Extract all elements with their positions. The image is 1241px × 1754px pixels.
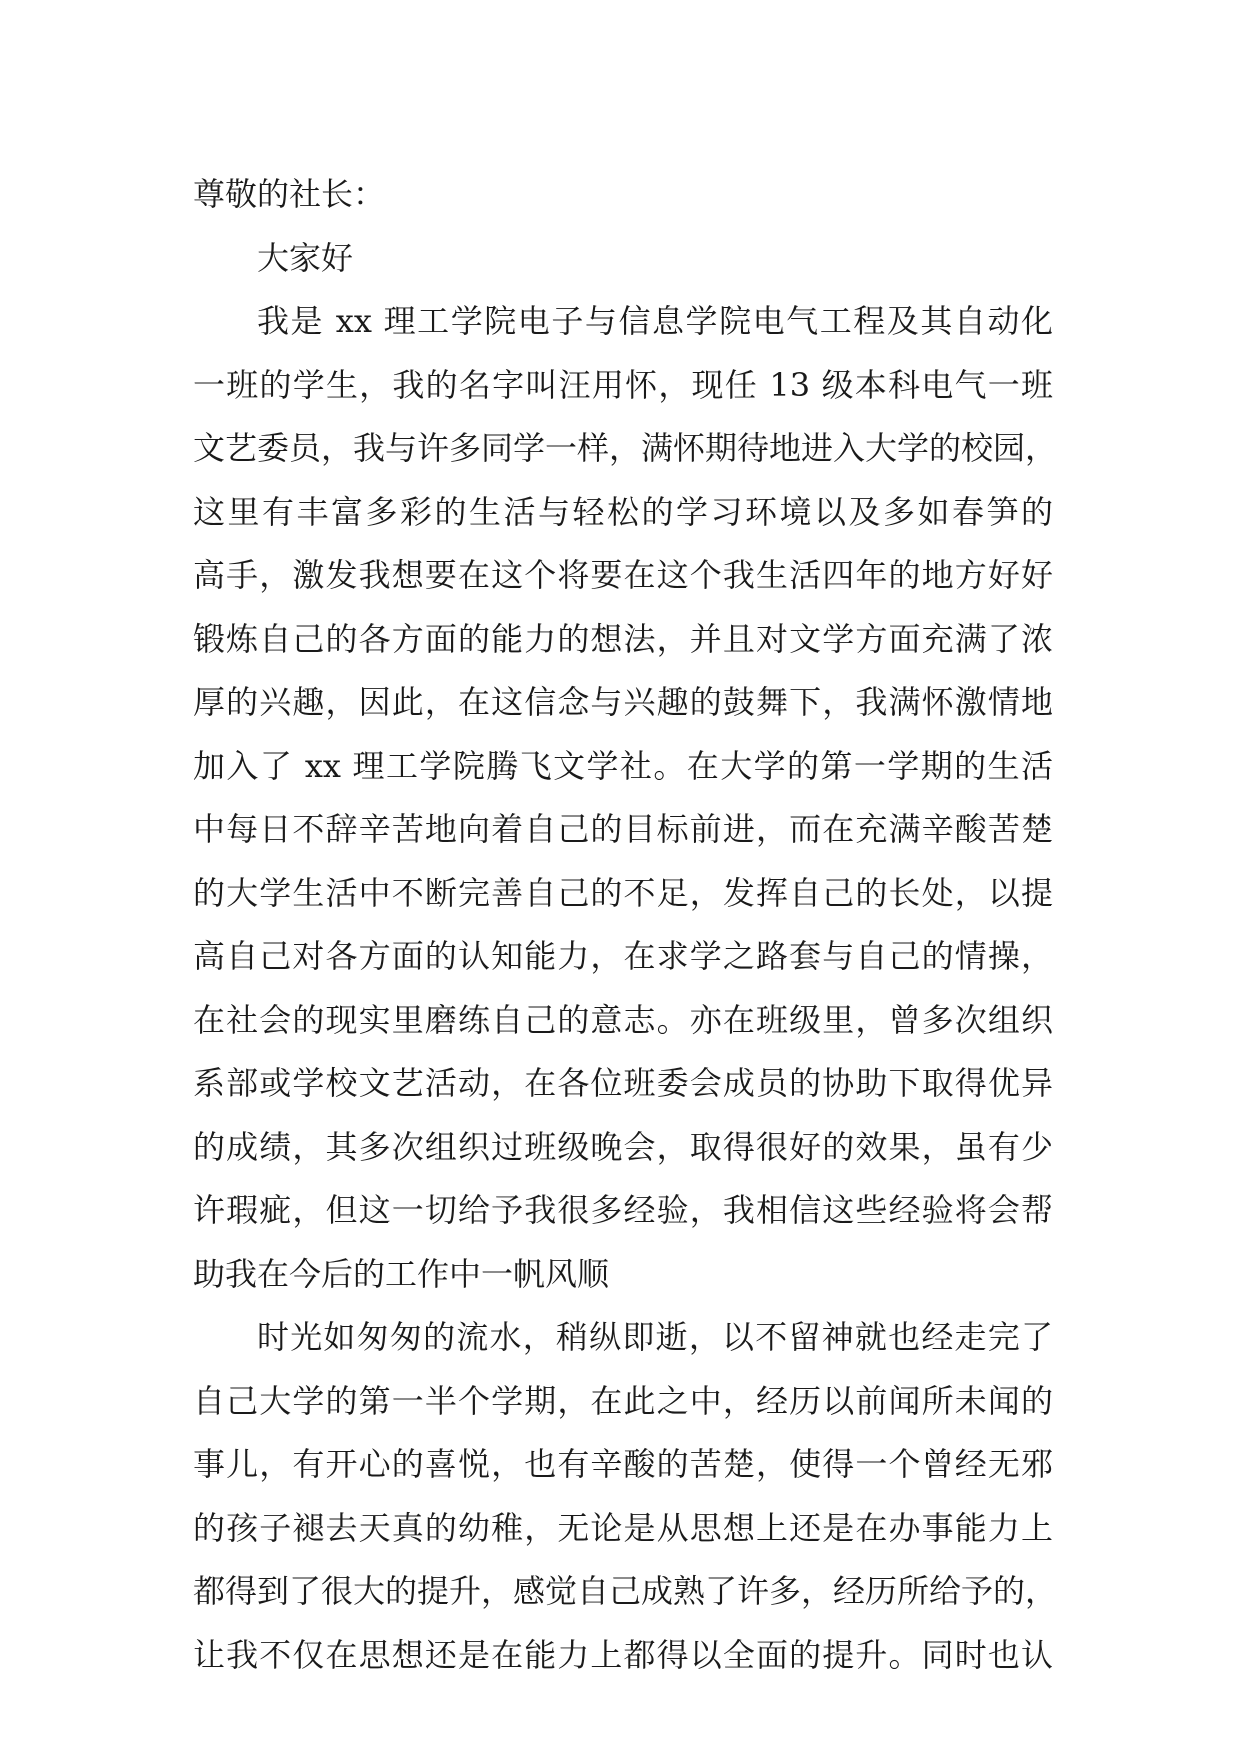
paragraph-line: 助我在今后的工作中一帆风顺 <box>193 1254 610 1293</box>
paragraph-line: 高手，激发我想要在这个将要在这个我生活四年的地方好好 <box>193 556 1053 594</box>
paragraph-2 <box>193 1306 1058 1687</box>
paragraph-line: 高自己对各方面的认知能力，在求学之路套与自己的情操， <box>193 937 1053 975</box>
paragraph-line: 都得到了很大的提升，感觉自己成熟了许多，经历所给予的， <box>193 1572 1058 1610</box>
paragraph-line: 事儿，有开心的喜悦，也有辛酸的苦楚，使得一个曾经无邪 <box>193 1445 1053 1483</box>
paragraph-line: 系部或学校文艺活动，在各位班委会成员的协助下取得优异 <box>193 1064 1053 1102</box>
paragraph-line: 文艺委员，我与许多同学一样，满怀期待地进入大学的校园， <box>193 429 1058 467</box>
salutation: 尊敬的社长： <box>193 175 386 213</box>
paragraph-line: 这里有丰富多彩的生活与轻松的学习环境以及多如春笋的 <box>193 492 1053 531</box>
paragraph-line: 让我不仅在思想还是在能力上都得以全面的提升。同时也认 <box>193 1635 1053 1674</box>
paragraph-line: 的成绩，其多次组织过班级晚会，取得很好的效果，虽有少 <box>193 1127 1053 1166</box>
paragraph-1 <box>193 290 1058 1306</box>
paragraph-line: 的大学生活中不断完善自己的不足，发挥自己的长处，以提 <box>193 873 1053 912</box>
paragraph-line: 锻炼自己的各方面的能力的想法，并且对文学方面充满了浓 <box>193 619 1053 658</box>
paragraph-line: 厚的兴趣，因此，在这信念与兴趣的鼓舞下，我满怀激情地 <box>193 683 1053 721</box>
paragraph-line: 加入了 xx 理工学院腾飞文学社。在大学的第一学期的生活 <box>193 746 1053 785</box>
paragraph-line: 的孩子褪去天真的幼稚，无论是从思想上还是在办事能力上 <box>193 1508 1053 1547</box>
paragraph-line: 自己大学的第一半个学期，在此之中，经历以前闻所未闻的 <box>193 1381 1053 1420</box>
paragraph-line: 许瑕疵，但这一切给予我很多经验，我相信这些经验将会帮 <box>193 1191 1053 1229</box>
paragraph-line: 在社会的现实里磨练自己的意志。亦在班级里，曾多次组织 <box>193 1000 1053 1039</box>
paragraph-line: 中每日不辞辛苦地向着自己的目标前进，而在充满辛酸苦楚 <box>193 810 1053 848</box>
paragraph-line: 一班的学生，我的名字叫汪用怀，现任 13 级本科电气一班 <box>193 365 1053 404</box>
greeting: 大家好 <box>257 238 354 277</box>
letter-body <box>193 163 1058 1687</box>
paragraph-line: 时光如匆匆的流水，稍纵即逝，以不留神就也经走完了 <box>257 1318 1053 1356</box>
paragraph-line: 我是 xx 理工学院电子与信息学院电气工程及其自动化 <box>257 302 1053 340</box>
